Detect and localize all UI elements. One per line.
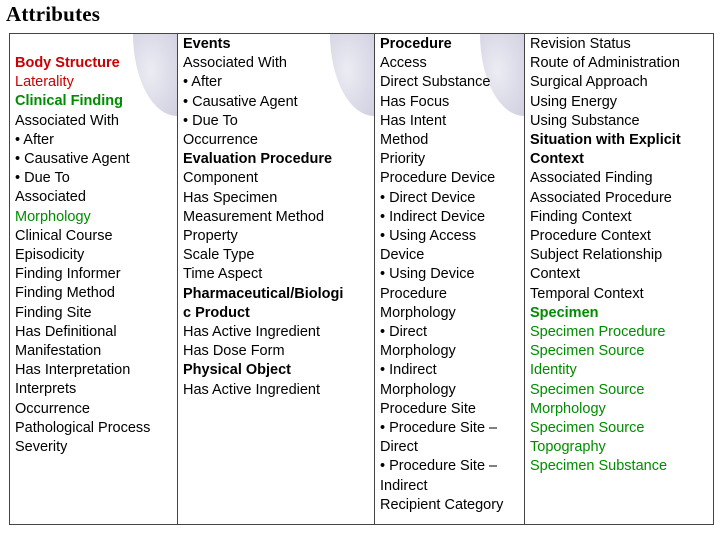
- column-2-line: Associated With: [183, 55, 287, 72]
- column-3-line: • Procedure Site –: [380, 420, 498, 437]
- column-2-line: Has Active Ingredient: [183, 324, 321, 341]
- attributes-table: [9, 33, 714, 525]
- column-4-line: Identity: [530, 362, 577, 379]
- column-3: [374, 34, 524, 524]
- column-4-line: Revision Status: [530, 36, 631, 52]
- column-3-line: • Indirect Device: [380, 208, 486, 225]
- column-3-line: Procedure Site: [380, 400, 476, 417]
- column-4-line: Specimen: [530, 304, 599, 321]
- column-3-line: Procedure: [380, 36, 452, 52]
- column-2-line: Has Dose Form: [183, 343, 285, 360]
- column-4-line: Morphology: [530, 400, 606, 417]
- column-4-line: Context: [530, 151, 584, 168]
- column-1-line: • Due To: [15, 170, 70, 187]
- column-2-line: Scale Type: [183, 247, 255, 264]
- column-3-line: • Direct: [380, 324, 427, 341]
- column-4-line: Temporal Context: [530, 285, 644, 302]
- column-1-line: Has Interpretation: [15, 362, 131, 379]
- column-4-line: Context: [530, 266, 580, 283]
- column-1-line: Clinical Course: [15, 227, 113, 244]
- column-4-line: Surgical Approach: [530, 74, 648, 91]
- column-2-line: Property: [183, 228, 238, 245]
- column-1-line: • Causative Agent: [15, 151, 130, 168]
- column-1-line: Laterality: [15, 74, 74, 91]
- column-1-line: Pathological Process: [15, 419, 151, 436]
- column-2-line: Time Aspect: [183, 266, 263, 283]
- column-4-line: Using Substance: [530, 112, 640, 129]
- column-2-line: Measurement Method: [183, 208, 325, 225]
- column-1-line: Clinical Finding: [15, 93, 123, 110]
- column-4-line: Specimen Source: [530, 343, 645, 360]
- column-2-line: Physical Object: [183, 362, 291, 379]
- column-1-line: Morphology: [15, 208, 91, 225]
- column-1-line: Episodicity: [15, 247, 85, 264]
- page-title: Attributes: [6, 2, 101, 26]
- column-1-line: Occurrence: [15, 400, 90, 417]
- column-4: [524, 34, 713, 524]
- column-2-line: • Due To: [183, 112, 238, 129]
- column-1-line: Finding Method: [15, 285, 115, 302]
- column-3-line: Has Focus: [380, 93, 450, 110]
- column-4-line: Specimen Substance: [530, 458, 668, 475]
- column-2-line: • Causative Agent: [183, 93, 298, 110]
- column-1-line: Severity: [15, 439, 68, 456]
- column-2-line: Occurrence: [183, 132, 258, 149]
- column-3-line: • Using Device: [380, 266, 475, 283]
- column-1-line: Finding Informer: [15, 266, 121, 283]
- column-3-line: Direct: [380, 439, 418, 456]
- column-2-lines: [178, 34, 374, 400]
- column-2-line: Has Active Ingredient: [183, 381, 321, 398]
- column-1-line: Manifestation: [15, 343, 102, 360]
- column-2-line: Events: [183, 36, 231, 52]
- column-3-line: Has Intent: [380, 112, 447, 129]
- column-3-line: Procedure: [380, 285, 447, 302]
- column-1-line: Body Structure: [15, 55, 120, 71]
- column-3-line: Procedure Device: [380, 170, 496, 187]
- column-3-lines: [375, 34, 524, 515]
- column-1-line: Associated: [15, 189, 86, 206]
- column-4-line: Subject Relationship: [530, 247, 663, 264]
- column-1-line: Interprets: [15, 381, 77, 398]
- column-4-line: Using Energy: [530, 93, 618, 110]
- column-4-line: Procedure Context: [530, 228, 651, 245]
- column-3-line: Morphology: [380, 343, 456, 360]
- column-4-line: Finding Context: [530, 208, 632, 225]
- column-2-line: c Product: [183, 304, 250, 321]
- column-3-line: • Procedure Site –: [380, 458, 498, 475]
- column-3-line: Device: [380, 247, 425, 264]
- column-3-line: Access: [380, 55, 427, 72]
- column-4-lines: [525, 34, 713, 477]
- column-4-line: Route of Administration: [530, 55, 680, 72]
- column-2-line: Has Specimen: [183, 189, 278, 206]
- column-1-lines: [10, 34, 177, 457]
- column-4-line: Specimen Procedure: [530, 324, 666, 341]
- column-3-line: Method: [380, 132, 429, 149]
- column-4-line: Associated Procedure: [530, 189, 672, 206]
- column-1-line: Finding Site: [15, 304, 92, 321]
- column-1-line: Associated With: [15, 112, 119, 129]
- column-4-line: Specimen Source: [530, 420, 645, 437]
- column-3-line: Morphology: [380, 381, 456, 398]
- column-2-line: • After: [183, 74, 222, 91]
- column-3-line: Indirect: [380, 477, 428, 494]
- column-4-line: Associated Finding: [530, 170, 653, 187]
- column-3-line: • Using Access: [380, 228, 477, 245]
- column-3-line: • Direct Device: [380, 189, 476, 206]
- column-2-line: Evaluation Procedure: [183, 151, 333, 168]
- column-1-line: • After: [15, 131, 54, 148]
- column-3-line: Recipient Category: [380, 496, 504, 513]
- column-2-line: Component: [183, 170, 258, 187]
- column-4-line: Topography: [530, 439, 606, 456]
- column-2-line: Pharmaceutical/Biologi: [183, 285, 344, 302]
- column-3-line: Direct Substance: [380, 74, 491, 91]
- column-4-line: Specimen Source: [530, 381, 645, 398]
- column-1: [10, 34, 177, 524]
- column-1-line: Has Definitional: [15, 323, 117, 340]
- column-3-line: • Indirect: [380, 362, 437, 379]
- column-3-line: Morphology: [380, 304, 456, 321]
- column-2: [177, 34, 374, 524]
- column-4-line: Situation with Explicit: [530, 132, 681, 149]
- column-3-line: Priority: [380, 151, 426, 168]
